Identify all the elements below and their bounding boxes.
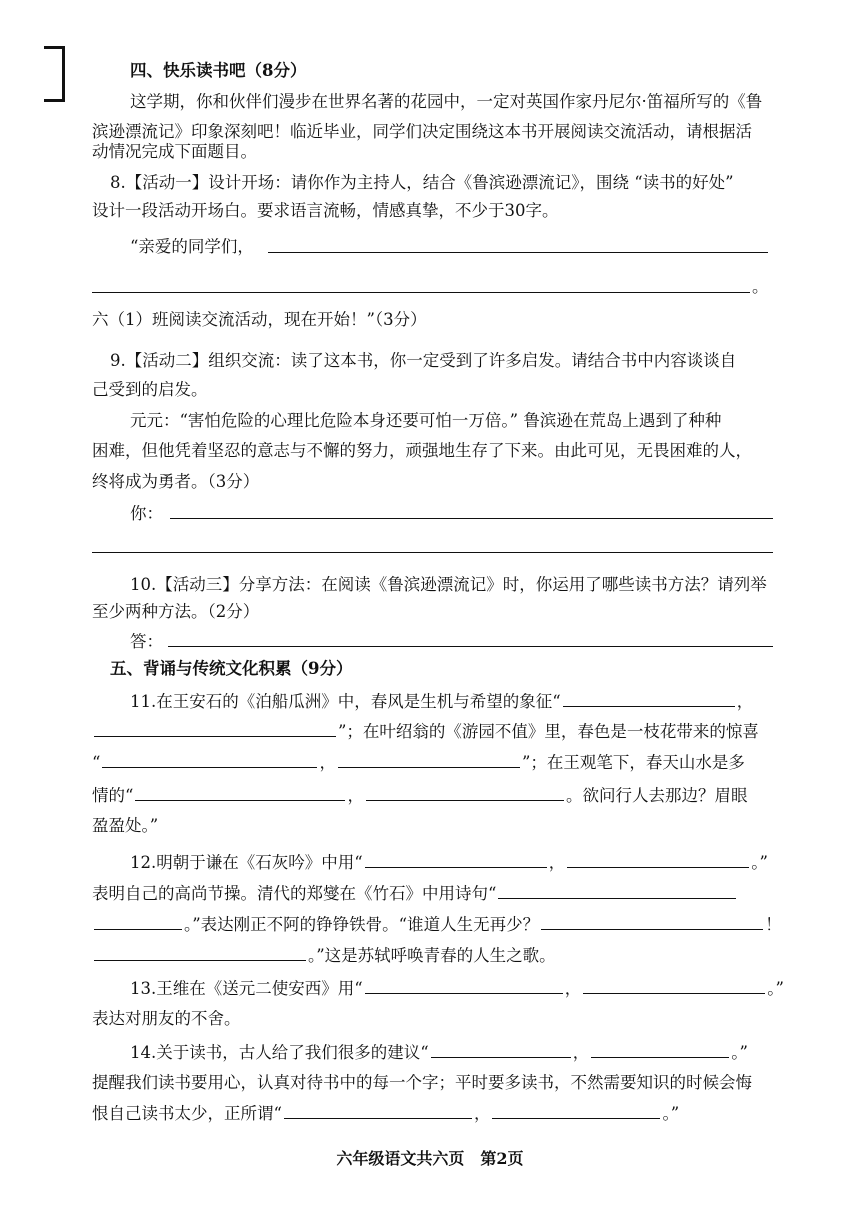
q11-text-d: 情的“ [92,786,134,805]
q11-line-1 [130,690,753,713]
q12-line-4 [92,944,556,967]
q14-comma-2: ， [473,1104,491,1123]
intro-line-1: 这学期，你和伙伴们漫步在世界名著的花园中，一定对英国作家丹尼尔·笛福所写的《鲁 [130,92,763,111]
q14-close-1: 。” [731,1043,748,1062]
q8-line-2: 设计一段活动开场白。要求语言流畅，情感真挚，不少于30字。 [92,201,559,220]
q9-yuanyuan-line-1: 元元：“害怕危险的心理比危险本身还要可怕一万倍。” 鲁滨逊在荒岛上遇到了种种 [130,411,722,430]
q14-line-2: 提醒我们读书要用心，认真对待书中的每一个字；平时要多读书，不然需要知识的时候会悔 [92,1073,752,1092]
section-4-title: 四、快乐读书吧（8分） [130,61,307,80]
q8-greeting: “亲爱的同学们， [130,237,254,256]
q11-blank-3[interactable] [102,751,317,768]
q12-comma-1: ， [548,853,566,872]
q9-yuanyuan-line-3: 终将成为勇者。（3分） [92,472,260,491]
q11-line-5: 盈盈处。” [92,816,159,835]
q11-comma-2: ， [319,753,336,772]
q14-line-1 [130,1041,748,1064]
q10-answer-line[interactable] [168,646,773,647]
q8-closing: 六（1）班阅读交流活动，现在开始！”（3分） [92,310,427,329]
q10-line-2: 至少两种方法。（2分） [92,602,260,621]
q9-answer-line-1[interactable] [170,518,773,519]
q13-text-a: 13.王维在《送元二使安西》用“ [130,979,363,998]
q9-line-2: 己受到的启发。 [92,380,208,399]
q12-line-2 [92,882,738,905]
q12-blank-1[interactable] [365,851,547,868]
q12-blank-5[interactable] [541,913,763,930]
q11-line-2 [92,720,759,743]
q12-blank-4[interactable] [94,913,182,930]
q14-blank-4[interactable] [492,1102,660,1119]
q12-text-d: 。”这是苏轼呼唤青春的人生之歌。 [308,946,556,965]
q10-answer-label: 答： [130,632,163,651]
q13-blank-2[interactable] [583,977,765,994]
q11-quote-open: “ [92,753,101,772]
q14-text-c: 恨自己读书太少，正所谓“ [92,1104,282,1123]
q14-blank-1[interactable] [431,1041,571,1058]
q11-blank-5[interactable] [135,784,345,801]
q11-blank-6[interactable] [366,784,564,801]
q13-line-2: 表达对朋友的不舍。 [92,1009,241,1028]
q10-line-1: 10.【活动三】分享方法：在阅读《鲁滨逊漂流记》时，你运用了哪些读书方法？请列举 [130,575,767,594]
q8-period: 。 [752,277,769,296]
q12-blank-6[interactable] [94,944,306,961]
q11-line-4 [92,784,747,807]
q11-text-c: ”；在王观笔下，春天山水是多 [521,753,745,772]
q11-comma-3: ， [347,786,364,805]
q11-text-a: 11.在王安石的《泊船瓜洲》中，春风是生机与希望的象征“ [130,692,561,711]
section-5-title: 五、背诵与传统文化积累（9分） [110,659,353,678]
q11-line-3 [92,751,745,774]
q14-blank-2[interactable] [591,1041,729,1058]
q11-text-b: ”；在叶绍翁的《游园不值》里，春色是一枝花带来的惊喜 [338,722,759,741]
q12-blank-2[interactable] [567,851,749,868]
q11-blank-1[interactable] [563,690,735,707]
q8-answer-line-2[interactable] [92,292,750,293]
intro-line-2: 滨逊漂流记》印象深刻吧！临近毕业，同学们决定围绕这本书开展阅读交流活动，请根据活 [92,122,752,141]
q11-blank-2[interactable] [94,720,336,737]
q13-blank-1[interactable] [365,977,563,994]
q12-text-b: 表明自己的高尚节操。清代的郑燮在《竹石》中用诗句“ [92,884,497,903]
q14-line-3 [92,1102,679,1125]
q14-close-2: 。” [662,1104,680,1123]
q14-blank-3[interactable] [284,1102,472,1119]
q14-comma-1: ， [572,1043,590,1062]
q12-line-3 [92,913,782,936]
q12-excl: ！ [765,915,782,934]
q13-comma: ， [564,979,582,998]
q11-comma-1: ， [736,692,754,711]
q9-answer-line-2[interactable] [92,552,773,553]
q13-close: 。” [767,979,784,998]
q9-you-label: 你： [130,504,163,523]
q12-blank-3[interactable] [498,882,736,899]
q11-text-d-close: 。欲问行人去那边？眉眼 [565,786,748,805]
q12-close-1: 。” [751,853,768,872]
q12-text-a: 12.明朝于谦在《石灰吟》中用“ [130,853,363,872]
q11-blank-4[interactable] [338,751,520,768]
q8-answer-line-1[interactable] [268,252,768,253]
q14-text-a: 14.关于读书，古人给了我们很多的建议“ [130,1043,429,1062]
q9-line-1: 9.【活动二】组织交流：读了这本书，你一定受到了许多启发。请结合书中内容谈谈自 [110,351,737,370]
page-footer: 六年级语文共六页 第2页 [336,1149,524,1168]
q12-text-c: 。”表达刚正不阿的铮铮铁骨。“谁道人生无再少？ [184,915,540,934]
q9-yuanyuan-line-2: 困难，但他凭着坚忍的意志与不懈的努力，顽强地生存了下来。由此可见，无畏困难的人， [92,441,752,460]
q8-line-1: 8.【活动一】设计开场：请你作为主持人，结合《鲁滨逊漂流记》，围绕 “读书的好处” [110,173,734,192]
binding-bracket [44,46,65,102]
intro-line-3: 动情况完成下面题目。 [92,142,257,161]
q13-line-1 [130,977,784,1000]
q12-line-1 [130,851,768,874]
